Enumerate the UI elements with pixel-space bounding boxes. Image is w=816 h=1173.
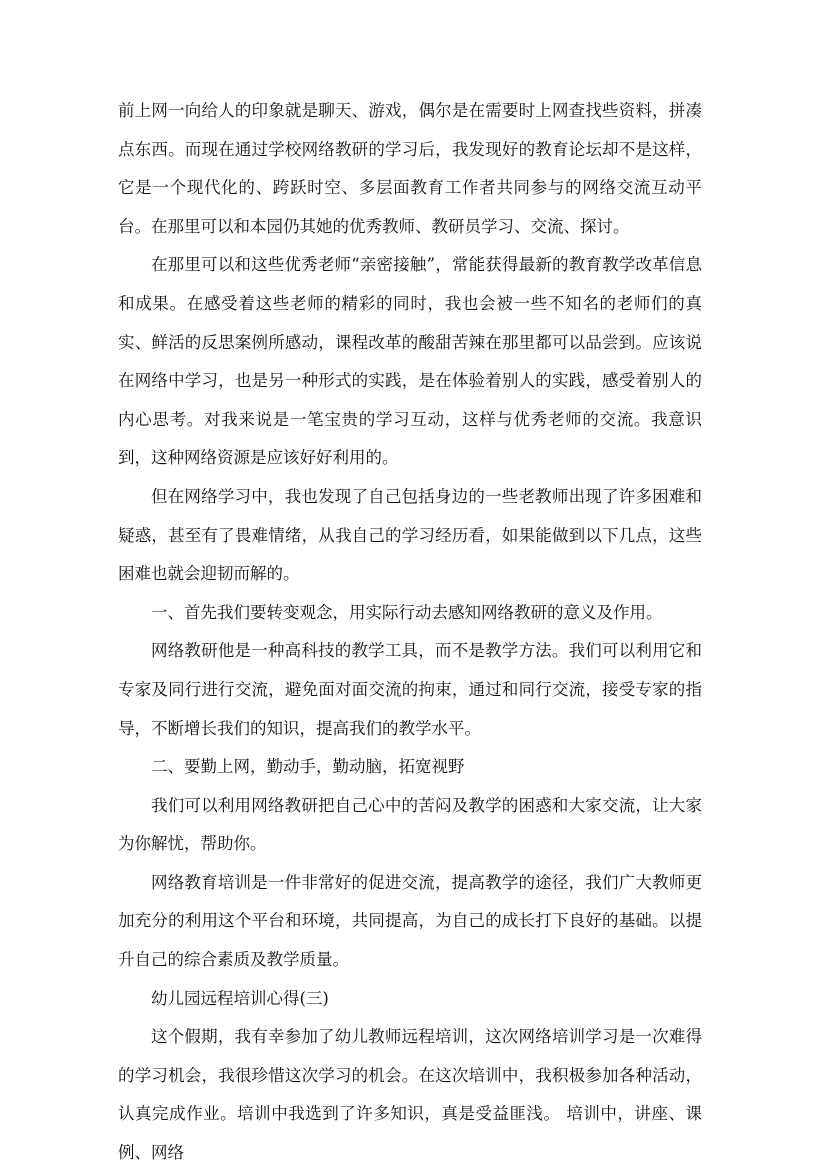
paragraph-4: 网络教研他是一种高科技的教学工具，而不是教学方法。我们可以利用它和专家及同行进行交流，避免面对面交流的拘束，通过和同行交流，接受专家的指导，不断增长我们的知识，提高我们的教学水平。 (118, 641, 702, 738)
section-heading-1: 一、首先我们要转变观念，用实际行动去感知网络教研的意义及作用。 (151, 602, 663, 622)
section-heading-2: 二、要勤上网，勤动手，勤动脑，拓宽视野 (151, 757, 465, 777)
document-body (118, 92, 702, 1173)
paragraph-5: 我们可以利用网络教研把自己心中的苦闷及教学的困惑和大家交流，让大家为你解忧，帮助你。 (118, 795, 702, 854)
paragraph-6: 网络教育培训是一件非常好的促进交流，提高教学的途径，我们广大教师更加充分的利用这个平台和环境，共同提高，为自己的成长打下良好的基础。以提升自己的综合素质及教学质量。 (118, 872, 702, 970)
paragraph-3: 但在网络学习中，我也发现了自己包括身边的一些老教师出现了许多困难和疑惑，甚至有了畏难情绪，从我自己的学习经历看，如果能做到以下几点，这些困难也就会迎韧而解的。 (118, 486, 702, 584)
paragraph-1: 前上网一向给人的印象就是聊天、游戏，偶尔是在需要时上网查找些资料，拼凑点东西。而现在通过学校网络教研的学习后，我发现好的教育论坛却不是这样，它是一个现代化的、跨跃时空、多层面教育工作者共同参与的网络交流互动平台。在那里可以和本园仍其她的优秀教师、教研员学习、交流、探讨。 (118, 101, 702, 236)
paragraph-7: 这个假期，我有幸参加了幼儿教师远程培训，这次网络培训学习是一次难得的学习机会，我很珍惜这次学习的机会。在这次培训中，我积极参加各种活动，认真完成作业。培训中我选到了许多知识，真是受益匪浅。 培训中，讲座、课例、网络 (118, 1027, 702, 1163)
paragraph-2: 在那里可以和这些优秀老师“亲密接触”，常能获得最新的教育教学改革信息和成果。在感受着这些老师的精彩的同时，我也会被一些不知名的老师们的真实、鲜活的反思案例所感动，课程改革的酸甜苦辣在那里都可以品尝到。应该说在网络中学习，也是另一种形式的实践，是在体验着别人的实践，感受着别人的内心思考。对我来说是一笔宝贵的学习互动，这样与优秀老师的交流。我意识到，这种网络资源是应该好好利用的。 (118, 255, 702, 468)
article-title-3: 幼儿园远程培训心得(三) (151, 988, 329, 1008)
